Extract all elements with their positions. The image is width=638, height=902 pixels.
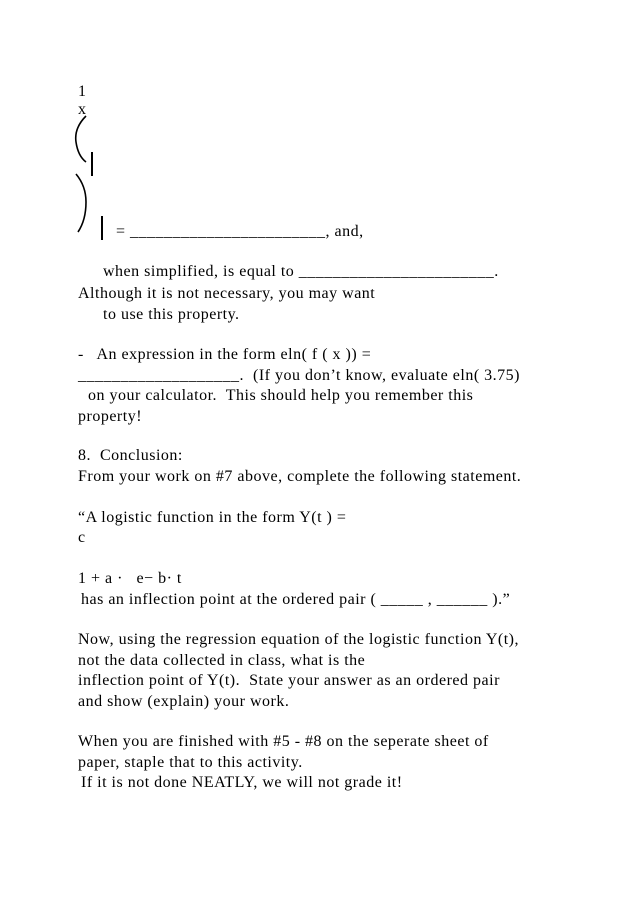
equals-blank-line: = _______________________, and, (116, 223, 364, 240)
staple-line: paper, staple that to this activity. (78, 754, 303, 771)
finished-line: When you are finished with #5 - #8 on the seperate sheet of (78, 733, 489, 750)
left-paren-top (76, 116, 86, 162)
blank-evaluate-line: ___________________. (If you don’t know, evaluate eln( 3.75) (78, 367, 520, 384)
fraction-numerator: 1 (78, 83, 87, 100)
conclusion-heading: 8. Conclusion: (78, 447, 183, 464)
calculator-line: on your calculator. This should help you remember this (88, 387, 474, 404)
expression-line: - An expression in the form eln( f ( x )) = (78, 346, 372, 363)
conclusion-intro: From your work on #7 above, complete the following statement. (78, 468, 522, 485)
logistic-line: “A logistic function in the form Y(t ) = (78, 509, 347, 526)
property-line: to use this property. (103, 306, 240, 323)
inflection-statement: has an inflection point at the ordered pair ( _____ , ______ ).” (81, 591, 511, 608)
not-data-line: not the data collected in class, what is the (78, 652, 366, 669)
now-line: Now, using the regression equation of the logistic function Y(t), (78, 631, 520, 648)
simplified-line: when simplified, is equal to _______________________. (103, 263, 499, 280)
inflection-point-line: inflection point of Y(t). State your answer as an ordered pair (78, 672, 500, 689)
right-paren-bottom (76, 174, 86, 232)
logistic-denominator: 1 + a · e− b· t (78, 570, 182, 587)
show-work-line: and show (explain) your work. (78, 693, 290, 710)
although-line: Although it is not necessary, you may want (78, 285, 376, 302)
logistic-numerator: c (78, 529, 86, 546)
property-end-line: property! (78, 408, 143, 425)
fraction-denominator: x (78, 101, 87, 118)
neatly-line: If it is not done NEATLY, we will not grade it! (81, 774, 403, 791)
large-paren-glyph (70, 112, 110, 246)
